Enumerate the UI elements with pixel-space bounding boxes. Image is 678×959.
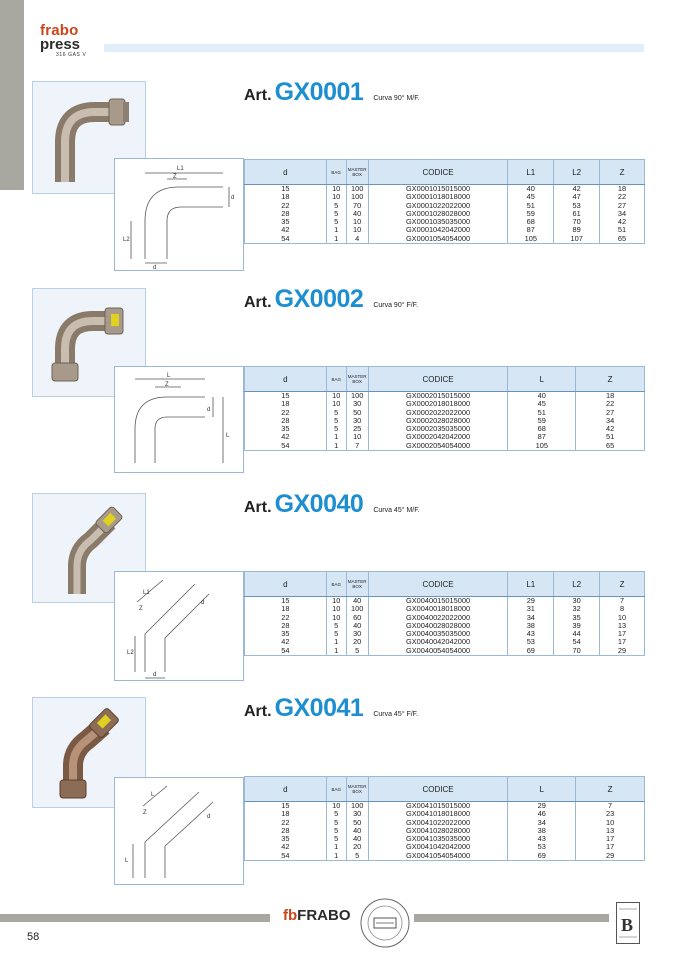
table-cell: 51 bbox=[600, 226, 645, 234]
table-cell: 50 bbox=[346, 409, 368, 417]
table-cell: 53 bbox=[508, 638, 554, 646]
table-cell: 61 bbox=[554, 210, 600, 218]
table-cell: 69 bbox=[508, 852, 576, 861]
col-header: Z bbox=[576, 777, 645, 802]
technical-drawing-gx0001 bbox=[114, 158, 244, 271]
table-cell: 27 bbox=[576, 409, 645, 417]
table-cell: 44 bbox=[554, 630, 600, 638]
article-code: GX0040 bbox=[274, 490, 364, 518]
table-cell: 15 bbox=[245, 185, 327, 194]
table-cell: 40 bbox=[508, 185, 554, 194]
table-cell: 17 bbox=[576, 843, 645, 851]
table-cell: 28 bbox=[245, 622, 327, 630]
table-cell: 7 bbox=[346, 442, 368, 451]
table-cell: GX0001042042000 bbox=[368, 226, 508, 234]
table-cell: 100 bbox=[346, 605, 368, 613]
table-cell: 20 bbox=[346, 843, 368, 851]
table-cell: 10 bbox=[326, 392, 346, 401]
table-cell: 51 bbox=[508, 409, 576, 417]
table-cell: 1 bbox=[326, 433, 346, 441]
col-header: L2 bbox=[554, 160, 600, 185]
table-cell: 20 bbox=[346, 638, 368, 646]
table-cell: GX0001054054000 bbox=[368, 235, 508, 244]
table-cell: 68 bbox=[508, 218, 554, 226]
table-cell: 1 bbox=[326, 647, 346, 656]
article-title-gx0001 bbox=[244, 78, 420, 107]
technical-drawing-gx0041 bbox=[114, 777, 244, 885]
col-header: L1 bbox=[508, 572, 554, 597]
table-cell: 5 bbox=[326, 425, 346, 433]
table-cell: 40 bbox=[508, 392, 576, 401]
col-header: BAG bbox=[326, 367, 346, 392]
spec-table-gx0001 bbox=[244, 159, 645, 244]
table-cell: 45 bbox=[508, 193, 554, 201]
table-cell: 100 bbox=[346, 193, 368, 201]
table-cell: 10 bbox=[346, 218, 368, 226]
logo-sub: 316 GAS V bbox=[56, 52, 87, 58]
table-cell: 25 bbox=[346, 425, 368, 433]
drawing-label: Z bbox=[173, 174, 177, 180]
table-cell: 22 bbox=[576, 400, 645, 408]
article-code: GX0002 bbox=[274, 285, 364, 313]
table-cell: 13 bbox=[600, 622, 645, 630]
table-cell: 31 bbox=[508, 605, 554, 613]
table-cell: 59 bbox=[508, 210, 554, 218]
table-cell: 5 bbox=[326, 210, 346, 218]
article-title-gx0002 bbox=[244, 285, 418, 314]
frabo-press-logo bbox=[40, 24, 100, 58]
drawing-label: d bbox=[201, 600, 205, 606]
table-cell: 43 bbox=[508, 630, 554, 638]
table-row bbox=[245, 235, 645, 244]
art-label: Art. bbox=[244, 499, 272, 516]
table-cell: 35 bbox=[245, 630, 327, 638]
col-header: d bbox=[245, 777, 327, 802]
table-cell: 68 bbox=[508, 425, 576, 433]
drawing-label: Z bbox=[139, 606, 143, 612]
table-cell: GX0040042042000 bbox=[368, 638, 508, 646]
drawing-label: L2 bbox=[127, 650, 134, 656]
col-header: d bbox=[245, 572, 327, 597]
table-cell: 45 bbox=[508, 400, 576, 408]
table-cell: 10 bbox=[326, 802, 346, 811]
table-cell: 5 bbox=[326, 409, 346, 417]
table-cell: GX0001015015000 bbox=[368, 185, 508, 194]
table-cell: 7 bbox=[600, 597, 645, 606]
table-cell: 40 bbox=[346, 835, 368, 843]
art-label: Art. bbox=[244, 703, 272, 720]
article-description: Curva 90° M/F. bbox=[373, 95, 420, 102]
table-cell: 30 bbox=[346, 630, 368, 638]
table-cell: GX0002054054000 bbox=[368, 442, 508, 451]
table-cell: 5 bbox=[326, 819, 346, 827]
table-cell: 10 bbox=[576, 819, 645, 827]
table-cell: GX0001022022000 bbox=[368, 202, 508, 210]
table-cell: 17 bbox=[600, 638, 645, 646]
table-cell: 1 bbox=[326, 226, 346, 234]
table-cell: 47 bbox=[554, 193, 600, 201]
col-header: L1 bbox=[508, 160, 554, 185]
table-cell: 87 bbox=[508, 433, 576, 441]
table-cell: 8 bbox=[600, 605, 645, 613]
table-cell: 32 bbox=[554, 605, 600, 613]
table-cell: 1 bbox=[326, 852, 346, 861]
table-cell: 29 bbox=[576, 852, 645, 861]
table-cell: 5 bbox=[326, 202, 346, 210]
table-cell: 54 bbox=[245, 442, 327, 451]
table-cell: 13 bbox=[576, 827, 645, 835]
drawing-label: Z bbox=[143, 810, 147, 816]
table-cell: 22 bbox=[245, 614, 327, 622]
table-cell: 30 bbox=[346, 810, 368, 818]
table-cell: 5 bbox=[326, 417, 346, 425]
table-cell: 22 bbox=[245, 819, 327, 827]
art-label: Art. bbox=[244, 87, 272, 104]
table-cell: 34 bbox=[508, 614, 554, 622]
table-cell: 5 bbox=[326, 810, 346, 818]
table-cell: 100 bbox=[346, 802, 368, 811]
table-cell: 5 bbox=[326, 622, 346, 630]
table-cell: 40 bbox=[346, 827, 368, 835]
drawing-label: L2 bbox=[123, 237, 130, 243]
drawing-label: d bbox=[207, 814, 211, 820]
col-header: MASTER BOX bbox=[346, 367, 368, 392]
drawing-label: d bbox=[153, 672, 157, 678]
table-cell: 15 bbox=[245, 597, 327, 606]
table-cell: 50 bbox=[346, 819, 368, 827]
table-cell: 42 bbox=[245, 638, 327, 646]
col-header: MASTER BOX bbox=[346, 160, 368, 185]
col-header: Z bbox=[600, 572, 645, 597]
table-cell: 17 bbox=[576, 835, 645, 843]
table-cell: 40 bbox=[346, 597, 368, 606]
table-cell: 46 bbox=[508, 810, 576, 818]
page-number: 58 bbox=[27, 931, 40, 943]
table-cell: GX0041018018000 bbox=[368, 810, 508, 818]
table-cell: 15 bbox=[245, 802, 327, 811]
drawing-label: d bbox=[231, 195, 235, 201]
table-cell: 27 bbox=[600, 202, 645, 210]
table-cell: GX0041015015000 bbox=[368, 802, 508, 811]
table-cell: 28 bbox=[245, 210, 327, 218]
table-cell: 28 bbox=[245, 827, 327, 835]
table-cell: GX0041054054000 bbox=[368, 852, 508, 861]
table-cell: GX0040015015000 bbox=[368, 597, 508, 606]
table-cell: 5 bbox=[326, 827, 346, 835]
table-cell: 40 bbox=[346, 210, 368, 218]
table-cell: 18 bbox=[245, 810, 327, 818]
table-cell: 22 bbox=[600, 193, 645, 201]
table-cell: 15 bbox=[245, 392, 327, 401]
article-description: Curva 45° M/F. bbox=[373, 507, 420, 514]
spec-table-gx0041 bbox=[244, 776, 645, 861]
table-cell: 1 bbox=[326, 843, 346, 851]
table-cell: 10 bbox=[346, 226, 368, 234]
technical-drawing-gx0040 bbox=[114, 571, 244, 681]
table-cell: 59 bbox=[508, 417, 576, 425]
table-cell: 42 bbox=[245, 843, 327, 851]
table-cell: GX0041028028000 bbox=[368, 827, 508, 835]
table-cell: 18 bbox=[600, 185, 645, 194]
col-header: Z bbox=[600, 160, 645, 185]
drawing-label: L bbox=[151, 792, 155, 798]
col-header: d bbox=[245, 367, 327, 392]
table-row bbox=[245, 442, 645, 451]
table-cell: 89 bbox=[554, 226, 600, 234]
table-cell: 42 bbox=[554, 185, 600, 194]
table-cell: 18 bbox=[245, 400, 327, 408]
table-cell: GX0041042042000 bbox=[368, 843, 508, 851]
table-cell: 35 bbox=[554, 614, 600, 622]
table-cell: 34 bbox=[600, 210, 645, 218]
col-header: L bbox=[508, 367, 576, 392]
table-cell: 35 bbox=[245, 425, 327, 433]
logo-line2: press bbox=[40, 36, 81, 53]
table-cell: 51 bbox=[508, 202, 554, 210]
footer-bar-left bbox=[0, 914, 270, 922]
table-cell: GX0040018018000 bbox=[368, 605, 508, 613]
table-cell: 53 bbox=[554, 202, 600, 210]
logo-line1: frabo bbox=[40, 22, 79, 39]
col-header: BAG bbox=[326, 572, 346, 597]
col-header: L2 bbox=[554, 572, 600, 597]
technical-drawing-gx0002 bbox=[114, 366, 244, 473]
table-cell: GX0002015015000 bbox=[368, 392, 508, 401]
col-header: L bbox=[508, 777, 576, 802]
article-description: Curva 90° F/F. bbox=[373, 302, 419, 309]
table-cell: 10 bbox=[326, 185, 346, 194]
table-cell: GX0001028028000 bbox=[368, 210, 508, 218]
drawing-label: L bbox=[226, 433, 230, 439]
drawing-label: L1 bbox=[143, 590, 150, 596]
table-cell: GX0002022022000 bbox=[368, 409, 508, 417]
spec-table-gx0040 bbox=[244, 571, 645, 656]
drawing-label: d bbox=[207, 407, 211, 413]
table-cell: 10 bbox=[326, 400, 346, 408]
col-header: Z bbox=[576, 367, 645, 392]
table-row bbox=[245, 647, 645, 656]
table-cell: GX0040035035000 bbox=[368, 630, 508, 638]
article-title-gx0041 bbox=[244, 694, 418, 723]
table-cell: 10 bbox=[600, 614, 645, 622]
table-cell: GX0040054054000 bbox=[368, 647, 508, 656]
table-cell: 35 bbox=[245, 218, 327, 226]
table-cell: GX0041022022000 bbox=[368, 819, 508, 827]
spec-table-gx0002 bbox=[244, 366, 645, 451]
table-cell: GX0002042042000 bbox=[368, 433, 508, 441]
table-cell: 70 bbox=[554, 647, 600, 656]
table-cell: GX0002018018000 bbox=[368, 400, 508, 408]
table-cell: 38 bbox=[508, 827, 576, 835]
table-cell: 100 bbox=[346, 392, 368, 401]
footer-brand-name: FRABO bbox=[297, 907, 351, 924]
table-cell: 29 bbox=[600, 647, 645, 656]
table-cell: 18 bbox=[576, 392, 645, 401]
table-cell: 10 bbox=[326, 597, 346, 606]
table-cell: 28 bbox=[245, 417, 327, 425]
table-cell: 87 bbox=[508, 226, 554, 234]
table-cell: 5 bbox=[326, 630, 346, 638]
table-cell: 34 bbox=[576, 417, 645, 425]
table-cell: GX0041035035000 bbox=[368, 835, 508, 843]
table-cell: 39 bbox=[554, 622, 600, 630]
art-label: Art. bbox=[244, 294, 272, 311]
col-header: CODICE bbox=[368, 367, 508, 392]
table-cell: 34 bbox=[508, 819, 576, 827]
col-header: BAG bbox=[326, 777, 346, 802]
table-cell: 17 bbox=[600, 630, 645, 638]
table-cell: 42 bbox=[576, 425, 645, 433]
table-cell: GX0040028028000 bbox=[368, 622, 508, 630]
table-cell: 4 bbox=[346, 235, 368, 244]
table-cell: 107 bbox=[554, 235, 600, 244]
table-cell: 30 bbox=[554, 597, 600, 606]
svg-text:B: B bbox=[621, 915, 634, 935]
header-band bbox=[104, 44, 644, 52]
table-cell: 65 bbox=[600, 235, 645, 244]
drawing-label: L1 bbox=[177, 166, 184, 172]
table-cell: 35 bbox=[245, 835, 327, 843]
drawing-label: L bbox=[125, 858, 129, 864]
table-cell: 54 bbox=[245, 852, 327, 861]
table-cell: 53 bbox=[508, 843, 576, 851]
table-cell: 54 bbox=[245, 235, 327, 244]
table-row bbox=[245, 852, 645, 861]
drawing-label: d bbox=[153, 265, 157, 270]
table-cell: GX0002028028000 bbox=[368, 417, 508, 425]
table-cell: 23 bbox=[576, 810, 645, 818]
col-header: MASTER BOX bbox=[346, 777, 368, 802]
col-header: MASTER BOX bbox=[346, 572, 368, 597]
table-cell: GX0001035035000 bbox=[368, 218, 508, 226]
table-cell: 43 bbox=[508, 835, 576, 843]
table-cell: 5 bbox=[326, 218, 346, 226]
table-cell: GX0001018018000 bbox=[368, 193, 508, 201]
group-emblem-icon bbox=[616, 902, 640, 944]
table-cell: 69 bbox=[508, 647, 554, 656]
article-title-gx0040 bbox=[244, 490, 420, 519]
col-header: CODICE bbox=[368, 572, 508, 597]
table-cell: 5 bbox=[346, 852, 368, 861]
col-header: d bbox=[245, 160, 327, 185]
drawing-label: L bbox=[167, 373, 171, 379]
table-cell: 42 bbox=[600, 218, 645, 226]
table-cell: 1 bbox=[326, 442, 346, 451]
table-cell: 42 bbox=[245, 433, 327, 441]
article-code: GX0041 bbox=[274, 694, 364, 722]
table-cell: 29 bbox=[508, 597, 554, 606]
col-header: BAG bbox=[326, 160, 346, 185]
article-description: Curva 45° F/F. bbox=[373, 711, 419, 718]
table-cell: 105 bbox=[508, 442, 576, 451]
sidebar-strip bbox=[0, 0, 24, 190]
table-cell: 22 bbox=[245, 409, 327, 417]
table-cell: 5 bbox=[346, 647, 368, 656]
table-cell: 30 bbox=[346, 417, 368, 425]
table-cell: 54 bbox=[554, 638, 600, 646]
table-cell: 100 bbox=[346, 185, 368, 194]
table-cell: 65 bbox=[576, 442, 645, 451]
article-code: GX0001 bbox=[274, 78, 364, 106]
col-header: CODICE bbox=[368, 160, 508, 185]
table-cell: GX0040022022000 bbox=[368, 614, 508, 622]
drawing-label: Z bbox=[165, 382, 169, 388]
table-cell: 30 bbox=[346, 400, 368, 408]
table-cell: 10 bbox=[346, 433, 368, 441]
table-cell: 105 bbox=[508, 235, 554, 244]
table-cell: 42 bbox=[245, 226, 327, 234]
table-cell: GX0002035035000 bbox=[368, 425, 508, 433]
table-cell: 70 bbox=[554, 218, 600, 226]
table-cell: 1 bbox=[326, 638, 346, 646]
table-cell: 29 bbox=[508, 802, 576, 811]
table-cell: 54 bbox=[245, 647, 327, 656]
table-cell: 7 bbox=[576, 802, 645, 811]
table-cell: 10 bbox=[326, 605, 346, 613]
certification-seal-icon bbox=[359, 897, 411, 954]
table-cell: 10 bbox=[326, 614, 346, 622]
footer-frabo-logo bbox=[283, 907, 351, 924]
col-header: CODICE bbox=[368, 777, 508, 802]
table-cell: 10 bbox=[326, 193, 346, 201]
table-cell: 51 bbox=[576, 433, 645, 441]
footer-bar-right bbox=[414, 914, 609, 922]
table-cell: 38 bbox=[508, 622, 554, 630]
table-cell: 60 bbox=[346, 614, 368, 622]
table-cell: 22 bbox=[245, 202, 327, 210]
table-cell: 40 bbox=[346, 622, 368, 630]
footer-brand-prefix: fb bbox=[283, 907, 298, 924]
table-cell: 18 bbox=[245, 605, 327, 613]
table-cell: 1 bbox=[326, 235, 346, 244]
table-cell: 5 bbox=[326, 835, 346, 843]
table-cell: 70 bbox=[346, 202, 368, 210]
table-cell: 18 bbox=[245, 193, 327, 201]
